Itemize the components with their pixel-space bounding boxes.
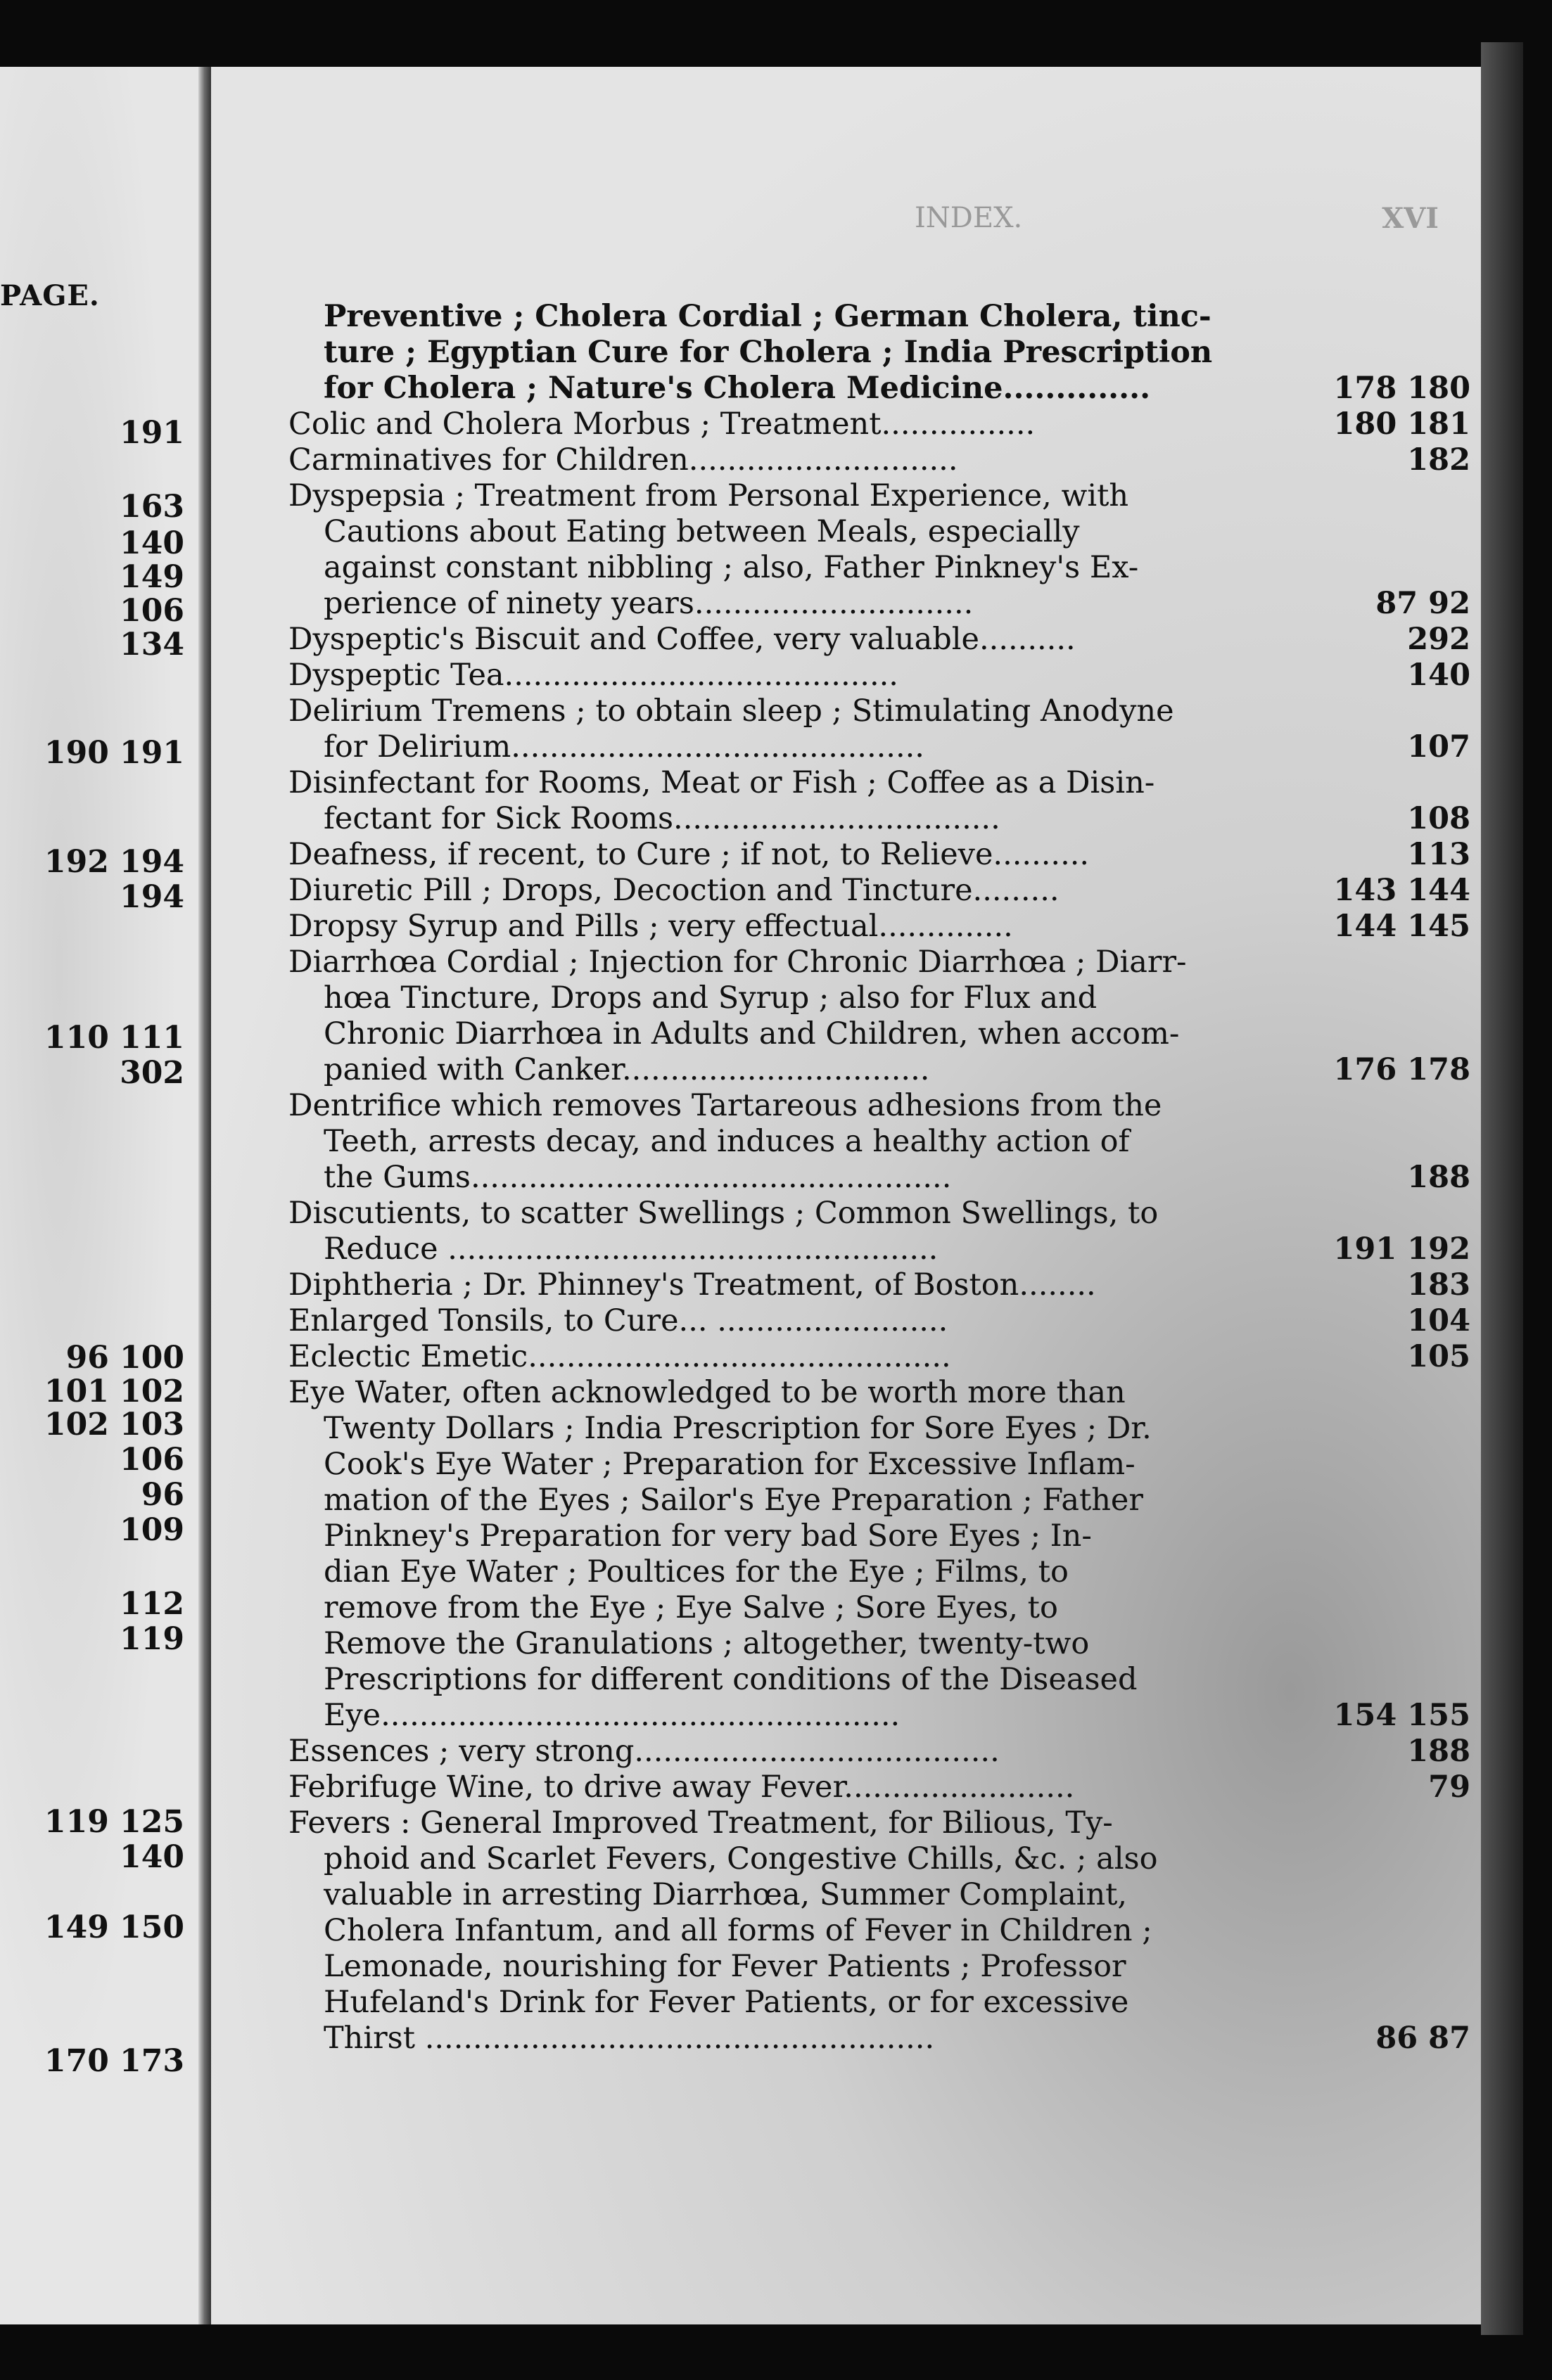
index-entry-line: Diuretic Pill ; Drops, Decoction and Tincture.........	[288, 873, 1060, 908]
index-entry	[288, 622, 1470, 658]
index-entry-line: Carminatives for Children............................	[288, 442, 958, 478]
index-entry-line: Dyspeptic's Biscuit and Coffee, very valuable..........	[288, 622, 1076, 657]
index-entry-line: mation of the Eyes ; Sailor's Eye Preparation ; Father	[324, 1483, 1143, 1518]
left-page-number: 106	[120, 1442, 184, 1478]
index-entry-line: Dyspepsia ; Treatment from Personal Experience, with	[288, 478, 1129, 513]
index-list	[288, 299, 1470, 2056]
index-entry-line: for Delirium...........................................	[324, 729, 924, 764]
left-page-number: 112	[120, 1586, 184, 1622]
index-entry-line: Eye Water, often acknowledged to be worth more than	[288, 1375, 1126, 1410]
index-entry-line: Cook's Eye Water ; Preparation for Excessive Inflam-	[324, 1447, 1136, 1482]
index-entry-pages: 180 181	[1333, 407, 1470, 442]
left-page-number: 170 173	[44, 2043, 184, 2079]
index-entry-pages: 154 155	[1333, 1698, 1470, 1733]
left-page-number: 191	[120, 415, 184, 451]
index-entry-pages: 176 178	[1333, 1052, 1470, 1087]
index-entry-line: ture ; Egyptian Cure for Cholera ; India Prescription	[324, 335, 1213, 370]
index-entry-line: panied with Canker................................	[324, 1052, 930, 1087]
index-entry	[288, 299, 1470, 407]
index-entry-line: remove from the Eye ; Eye Salve ; Sore Eyes, to	[324, 1590, 1058, 1625]
left-page-number: 163	[120, 489, 184, 525]
index-entry-pages: 143 144	[1333, 873, 1470, 908]
left-page-number: 140	[120, 525, 184, 561]
index-entry-pages: 140	[1407, 658, 1470, 693]
index-entry-line: fectant for Sick Rooms..................................	[324, 801, 1000, 836]
left-page-number: 119 125	[44, 1804, 184, 1840]
index-entry	[288, 1267, 1470, 1303]
left-page-number: 140	[120, 1839, 184, 1875]
index-entry	[288, 873, 1470, 909]
index-entry-line: Essences ; very strong......................................	[288, 1734, 1000, 1769]
index-entry-line: Twenty Dollars ; India Prescription for Sore Eyes ; Dr.	[324, 1411, 1152, 1446]
index-entry-line: Colic and Cholera Morbus ; Treatment................	[288, 407, 1036, 442]
index-entry	[288, 1088, 1470, 1196]
index-entry-line: the Gums..................................................	[324, 1160, 952, 1195]
index-entry-pages: 86 87	[1375, 2021, 1470, 2056]
index-entry-line: Chronic Diarrhœa in Adults and Children, when accom-	[324, 1016, 1180, 1051]
index-entry-line: Remove the Granulations ; altogether, twenty-two	[324, 1626, 1090, 1661]
left-page-number: 106	[120, 593, 184, 629]
left-page-number: 192 194	[44, 844, 184, 880]
index-entry-line: Reduce ...................................................	[324, 1231, 939, 1267]
page-folio: XVI	[1382, 202, 1439, 235]
index-entry-line: Cautions about Eating between Meals, especially	[324, 514, 1080, 549]
index-entry-pages: 188	[1407, 1160, 1470, 1195]
index-entry-line: perience of ninety years.............................	[324, 586, 974, 621]
index-entry-pages: 113	[1407, 837, 1470, 872]
index-entry-pages: 144 145	[1333, 909, 1470, 944]
left-page-number: 110 111	[44, 1020, 184, 1056]
index-entry-pages: 105	[1407, 1339, 1470, 1374]
index-entry	[288, 478, 1470, 622]
index-entry-line: dian Eye Water ; Poultices for the Eye ; Films, to	[324, 1554, 1069, 1589]
index-entry-line: Pinkney's Preparation for very bad Sore Eyes ; In-	[324, 1518, 1092, 1554]
left-page-number: 149 150	[44, 1909, 184, 1945]
left-page-number: 101 102	[44, 1374, 184, 1409]
index-entry	[288, 945, 1470, 1088]
left-page-number: 134	[120, 627, 184, 663]
index-entry-pages: 178 180	[1333, 371, 1470, 406]
index-entry-pages: 188	[1407, 1734, 1470, 1769]
running-head: INDEX.	[915, 202, 1023, 234]
index-entry-line: Cholera Infantum, and all forms of Fever in Children ;	[324, 1913, 1152, 1948]
index-entry-line: Deafness, if recent, to Cure ; if not, to Relieve..........	[288, 837, 1090, 872]
left-facing-page	[0, 67, 198, 2324]
index-entry	[288, 1375, 1470, 1734]
index-entry-line: Dropsy Syrup and Pills ; very effectual..............	[288, 909, 1013, 944]
index-entry-pages: 292	[1407, 622, 1470, 657]
index-entry-line: Delirium Tremens ; to obtain sleep ; Stimulating Anodyne	[288, 693, 1174, 729]
index-entry	[288, 1770, 1470, 1805]
index-entry-line: Diarrhœa Cordial ; Injection for Chronic Diarrhœa ; Diarr-	[288, 945, 1187, 980]
index-entry-line: Discutients, to scatter Swellings ; Common Swellings, to	[288, 1196, 1159, 1231]
index-entry-line: Disinfectant for Rooms, Meat or Fish ; Coffee as a Disin-	[288, 765, 1155, 800]
index-entry-pages: 183	[1407, 1267, 1470, 1303]
index-entry-line: valuable in arresting Diarrhœa, Summer Complaint,	[324, 1877, 1128, 1912]
left-page-number: 109	[120, 1512, 184, 1548]
left-page-number: 302	[120, 1055, 184, 1091]
index-entry-line: Preventive ; Cholera Cordial ; German Cholera, tinc-	[324, 299, 1211, 334]
index-entry	[288, 1339, 1470, 1375]
index-entry	[288, 1734, 1470, 1770]
index-entry-pages: 191 192	[1333, 1231, 1470, 1267]
index-entry	[288, 693, 1470, 765]
index-entry-pages: 107	[1407, 729, 1470, 764]
left-page-number: 190 191	[44, 735, 184, 771]
index-entry-line: Febrifuge Wine, to drive away Fever........................	[288, 1770, 1075, 1805]
index-entry-line: Lemonade, nourishing for Fever Patients ; Professor	[324, 1949, 1126, 1984]
index-entry	[288, 658, 1470, 693]
index-entry-pages: 87 92	[1375, 586, 1470, 621]
index-entry-line: for Cholera ; Nature's Cholera Medicine..............	[324, 371, 1151, 406]
left-page-number: 96	[141, 1477, 184, 1513]
index-entry-line: against constant nibbling ; also, Father Pinkney's Ex-	[324, 550, 1139, 585]
index-entry-line: Fevers : General Improved Treatment, for Bilious, Ty-	[288, 1805, 1113, 1841]
index-entry	[288, 837, 1470, 873]
page-edge-shadow	[1481, 42, 1523, 2335]
index-entry-line: Eye......................................................	[324, 1698, 901, 1733]
index-entry	[288, 765, 1470, 837]
index-entry-line: Hufeland's Drink for Fever Patients, or for excessive	[324, 1985, 1129, 2020]
index-entry-line: Enlarged Tonsils, to Cure... ........................	[288, 1303, 948, 1338]
index-entry-line: hœa Tincture, Drops and Syrup ; also for Flux and	[324, 980, 1098, 1016]
index-entry-line: Diphtheria ; Dr. Phinney's Treatment, of Boston........	[288, 1267, 1096, 1303]
left-page-number: 149	[120, 559, 184, 595]
index-entry-line: Dyspeptic Tea.........................................	[288, 658, 898, 693]
left-page-number: 194	[120, 879, 184, 915]
left-page-header: PAGE.	[0, 279, 100, 312]
index-entry	[288, 407, 1470, 442]
index-entry-pages: 108	[1407, 801, 1470, 836]
index-entry-line: Eclectic Emetic............................................	[288, 1339, 951, 1374]
index-entry	[288, 909, 1470, 945]
index-entry-pages: 104	[1407, 1303, 1470, 1338]
index-entry-line: Dentrifice which removes Tartareous adhesions from the	[288, 1088, 1162, 1123]
index-entry-line: Thirst .....................................................	[324, 2021, 935, 2056]
left-page-number: 102 103	[44, 1407, 184, 1442]
index-entry-line: Prescriptions for different conditions of the Diseased	[324, 1662, 1138, 1697]
index-entry	[288, 442, 1470, 478]
index-entry	[288, 1303, 1470, 1339]
index-entry-line: phoid and Scarlet Fevers, Congestive Chills, &c. ; also	[324, 1841, 1158, 1876]
index-entry	[288, 1805, 1470, 2056]
index-entry-pages: 79	[1428, 1770, 1470, 1805]
index-entry	[288, 1196, 1470, 1267]
index-entry-pages: 182	[1407, 442, 1470, 478]
right-index-page	[211, 67, 1481, 2324]
left-page-number: 119	[120, 1621, 184, 1657]
index-entry-line: Teeth, arrests decay, and induces a healthy action of	[324, 1124, 1130, 1159]
left-page-number: 96 100	[65, 1340, 184, 1376]
